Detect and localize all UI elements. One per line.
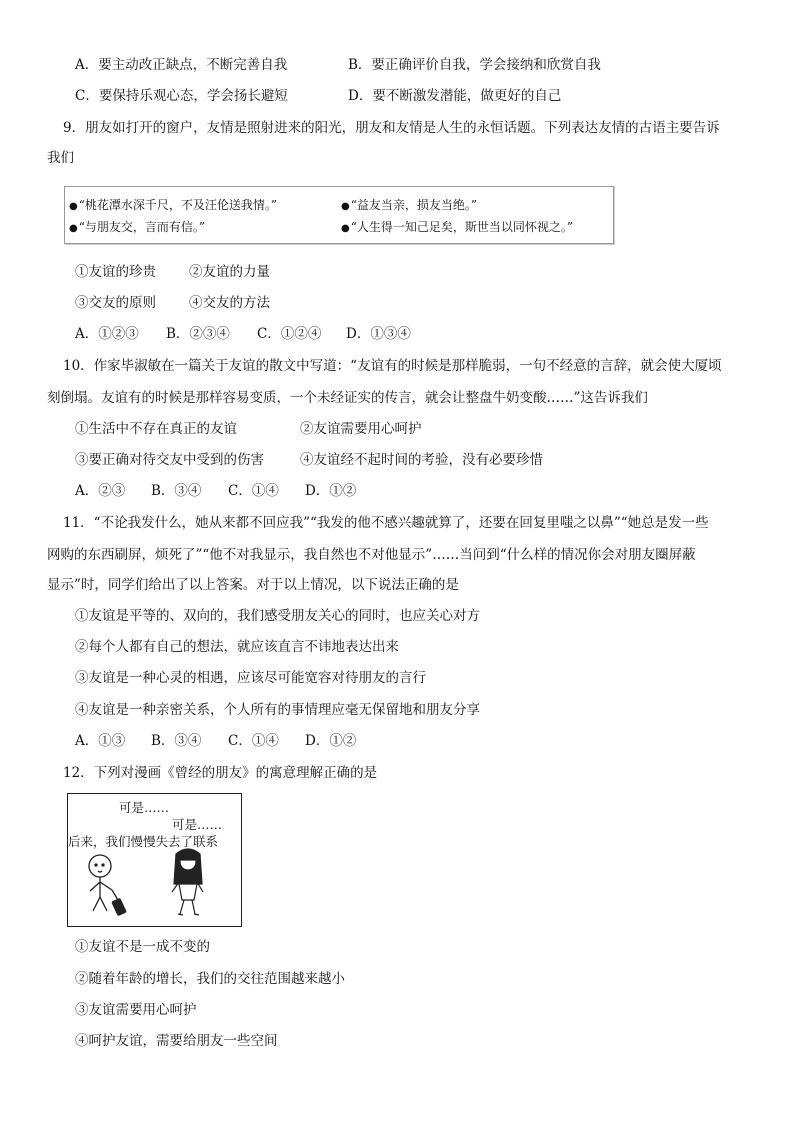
q9-option-b: B．②③④ <box>166 326 230 342</box>
q10-stem-line2: 刻倒塌。友谊有的时候是那样容易变质，一个未经证实的传言，就会让整盘牛奶变酸……”这告诉我们 <box>47 390 648 406</box>
q8-option-a: A．要主动改正缺点，不断完善自我 <box>75 57 288 73</box>
q8-option-d: D．要不断激发潜能，做更好的自己 <box>348 88 562 104</box>
q11-option-d: D．①② <box>305 733 357 749</box>
q11-option-a: A．①③ <box>75 733 126 749</box>
q9-option-d: D．①③④ <box>346 326 411 342</box>
q11-option-b: B．③④ <box>151 733 202 749</box>
q9-quote-4: ● “人生得一知己足矣，斯世当以同怀视之。” <box>341 219 573 237</box>
q9-item-1: ①友谊的珍贵 <box>75 264 156 280</box>
q9-quote-box <box>64 186 614 244</box>
q11-item-4: ④友谊是一种亲密关系，个人所有的事情理应毫无保留地和朋友分享 <box>75 702 480 718</box>
q9-option-a: A．①②③ <box>75 326 139 342</box>
q9-item-2: ②友谊的力量 <box>189 264 270 280</box>
girl-figure <box>172 849 203 915</box>
suitcase-icon <box>111 898 127 917</box>
q11-stem-line1: 11．“不论我发什么，她从来都不回应我”“我发的他不感兴趣就算了，还要在回复里嗤之以鼻”“她总是发一些 <box>63 515 709 531</box>
q11-item-3: ③友谊是一种心灵的相遇，应该尽可能宽容对待朋友的言行 <box>75 670 426 686</box>
q10-stem-line1: 10．作家毕淑敏在一篇关于友谊的散文中写道：“友谊有的时候是那样脆弱，一句不经意的言辞，就会使大厦顷 <box>63 358 722 374</box>
q11-stem-line3: 显示”时，同学们给出了以上答案。对于以上情况，以下说法正确的是 <box>47 577 459 593</box>
q9-quote-3: ● “与朋友交，言而有信。” <box>69 219 205 237</box>
q10-option-a: A．②③ <box>75 483 126 499</box>
q12-item-2: ②随着年龄的增长，我们的交往范围越来越小 <box>75 971 345 987</box>
comic-text-1: 可是…… <box>119 800 170 815</box>
q12-item-3: ③友谊需要用心呵护 <box>75 1002 197 1018</box>
q10-item-2: ②友谊需要用心呵护 <box>300 421 422 437</box>
q12-stem: 12．下列对漫画《曾经的朋友》的寓意理解正确的是 <box>63 765 378 781</box>
q12-item-1: ①友谊不是一成不变的 <box>75 939 210 955</box>
q12-item-4: ④呵护友谊，需要给朋友一些空间 <box>75 1033 278 1049</box>
q11-stem-line2: 网购的东西刷屏，烦死了”“他不对我显示，我自然也不对他显示”……当问到“什么样的情况你会对朋友圈屏蔽 <box>47 547 696 563</box>
comic-text-3: 后来，我们慢慢失去了联系 <box>68 834 219 849</box>
q9-stem-line1: 9．朋友如打开的窗户，友情是照射进来的阳光，朋友和友情是人生的永恒话题。下列表达友情的古语主要告诉 <box>63 120 720 136</box>
q11-item-2: ②每个人都有自己的想法，就应该直言不讳地表达出来 <box>75 639 399 655</box>
q9-quote-1: ● “桃花潭水深千尺，不及汪伦送我情。” <box>69 197 277 215</box>
q9-item-4: ④交友的方法 <box>189 295 270 311</box>
q11-item-1: ①友谊是平等的、双向的，我们感受朋友关心的同时，也应关心对方 <box>75 608 480 624</box>
q9-option-c: C．①②④ <box>257 326 322 342</box>
q8-option-b: B．要正确评价自我，学会接纳和欣赏自我 <box>348 57 601 73</box>
comic-text-2: 可是…… <box>172 817 223 832</box>
q10-option-d: D．①② <box>305 483 357 499</box>
q10-item-1: ①生活中不存在真正的友谊 <box>75 421 237 437</box>
q10-item-3: ③要正确对待交友中受到的伤害 <box>75 452 264 468</box>
q11-option-c: C．①④ <box>228 733 279 749</box>
q9-quote-2: ● “益友当亲，损友当绝。” <box>341 197 477 215</box>
q10-option-c: C．①④ <box>228 483 279 499</box>
q9-item-3: ③交友的原则 <box>75 295 156 311</box>
comic-drawing <box>68 794 241 926</box>
q9-stem-line2: 我们 <box>47 150 74 166</box>
comic-former-friends <box>67 793 242 927</box>
q10-option-b: B．③④ <box>151 483 202 499</box>
q10-item-4: ④友谊经不起时间的考验，没有必要珍惜 <box>300 452 543 468</box>
q8-option-c: C．要保持乐观心态，学会扬长避短 <box>75 88 288 104</box>
